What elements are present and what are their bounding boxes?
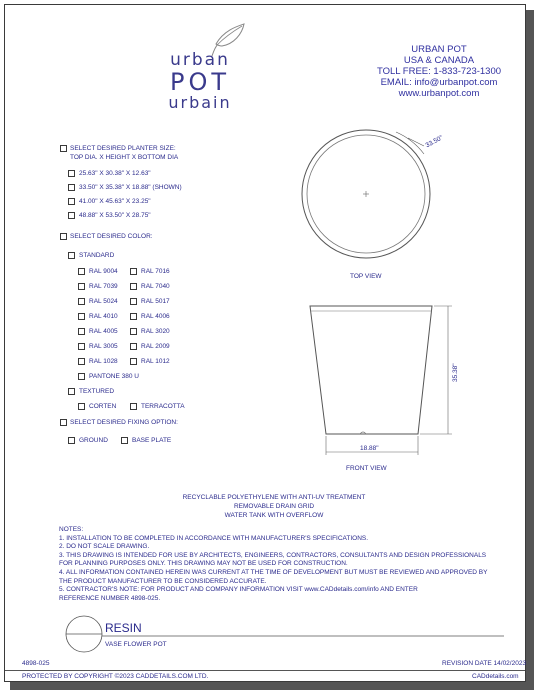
drawing-sheet [4,4,538,692]
size-option: 41.00" X 45.63" X 23.25" [79,198,151,205]
note-line: THE PRODUCT MANUFACTURER TO BE CONSIDERED ACCURATE. [59,577,267,585]
top-dimension-label: 33.50" [424,134,445,150]
product-name: VASE FLOWER POT [105,641,167,648]
ral-checkbox[interactable] [130,283,137,290]
reference-number: 4898-025 [22,660,50,667]
company-tollfree: TOLL FREE: 1-833-723-1300 [376,66,502,77]
ground-checkbox[interactable] [68,437,75,444]
ral-option: RAL 9004 [89,268,118,275]
ral-checkbox[interactable] [78,283,85,290]
company-name: URBAN POT [411,44,467,55]
title-block-rule [5,670,525,671]
note-line: 5. CONTRACTOR'S NOTE: FOR PRODUCT AND COMPANY INFORMATION VISIT www.CADdetails.com/info AND ENTER [59,586,418,594]
textured-checkbox[interactable] [68,388,75,395]
color-section-checkbox[interactable] [60,233,67,240]
size-option: 25.63" X 30.38" X 12.63" [79,170,151,177]
caddetails-brand[interactable]: CADdetails.com [472,673,519,680]
notes-heading: NOTES: [59,526,84,533]
company-website[interactable]: www.urbanpot.com [398,88,480,99]
ral-option: RAL 5017 [141,298,170,305]
sheet-shadow-bottom [10,682,534,690]
size-heading: SELECT DESIRED PLANTER SIZE: [70,145,176,152]
features [154,493,394,520]
ral-option: RAL 1028 [89,358,118,365]
copyright-text: PROTECTED BY COPYRIGHT ©2023 CADDETAILS.COM LTD. [22,673,209,680]
ral-option: RAL 5024 [89,298,118,305]
front-view-label: FRONT VIEW [346,465,387,472]
bottom-dimension-label: 18.88" [360,445,379,452]
pantone-checkbox[interactable] [78,373,85,380]
ral-option: RAL 4010 [89,313,118,320]
feature-line: WATER TANK WITH OVERFLOW [224,512,324,519]
ral-checkbox[interactable] [78,298,85,305]
ral-option: RAL 7040 [141,283,170,290]
size-subheading: TOP DIA. X HEIGHT X BOTTOM DIA [70,154,179,161]
height-dimension-label: 35.38" [452,363,459,382]
note-line: 1. INSTALLATION TO BE COMPLETED IN ACCORDANCE WITH MANUFACTURER'S SPECIFICATIONS. [59,534,369,542]
ral-checkbox[interactable] [78,268,85,275]
ral-checkbox[interactable] [130,358,137,365]
company-region: USA & CANADA [403,55,475,66]
base-plate-checkbox[interactable] [121,437,128,444]
corten-option: CORTEN [89,403,117,410]
ral-checkbox[interactable] [78,343,85,350]
fixing-section-checkbox[interactable] [60,419,67,426]
note-line: REFERENCE NUMBER 4898-025. [59,594,161,602]
standard-label: STANDARD [79,252,115,259]
ral-option: RAL 4005 [89,328,118,335]
ral-option: RAL 1012 [141,358,170,365]
ral-checkbox[interactable] [130,343,137,350]
company-info [359,44,519,99]
logo-line-2: POT [169,68,231,96]
ground-option: GROUND [79,437,108,444]
ral-checkbox[interactable] [78,358,85,365]
ral-option: RAL 3020 [141,328,170,335]
ral-checkbox[interactable] [130,268,137,275]
size-option: 48.88" X 53.50" X 28.75" [79,212,151,219]
terracotta-option: TERRACOTTA [141,403,185,410]
pantone-option: PANTONE 380 U [89,373,139,380]
logo-line-3: urbain [168,93,232,112]
revision-date: REVISION DATE 14/02/2023 [442,660,527,667]
ral-option: RAL 2009 [141,343,170,350]
color-heading: SELECT DESIRED COLOR: [70,233,153,240]
feature-line: RECYCLABLE POLYETHYLENE WITH ANTI-UV TREATMENT [182,494,366,501]
textured-label: TEXTURED [79,388,115,395]
company-email[interactable]: EMAIL: info@urbanpot.com [380,77,498,88]
ral-checkbox[interactable] [130,313,137,320]
logo-line-1: urban [170,50,230,70]
ral-option: RAL 7016 [141,268,170,275]
note-line: 2. DO NOT SCALE DRAWING. [59,543,150,551]
notes [59,526,487,603]
material-title: RESIN [105,621,142,635]
standard-checkbox[interactable] [68,252,75,259]
note-line: FOR PLANNING PURPOSES ONLY. THIS DRAWING MAY NOT BE USED FOR CONSTRUCTION. [59,560,348,568]
size-option-checkbox[interactable] [68,212,75,219]
ral-checkbox[interactable] [130,328,137,335]
note-line: 3. THIS DRAWING IS INTENDED FOR USE BY ARCHITECTS, ENGINEERS, CONTRACTORS, CONSULTANTS AND DESIGN PROFESSIONALS [59,551,487,559]
sheet-shadow-right [526,10,534,688]
base-plate-option: BASE PLATE [132,437,172,444]
ral-option: RAL 4006 [141,313,170,320]
size-option-checkbox[interactable] [68,198,75,205]
urban-pot-logo [154,22,246,114]
ral-option: RAL 7039 [89,283,118,290]
ral-option: RAL 3005 [89,343,118,350]
note-line: 4. ALL INFORMATION CONTAINED HEREIN WAS CURRENT AT THE TIME OF DEVELOPMENT BUT MUST BE REVIEWED AND APPROVED BY [59,568,488,576]
corten-checkbox[interactable] [78,403,85,410]
size-section-checkbox[interactable] [60,145,67,152]
size-option: 33.50" X 35.38" X 18.88" (SHOWN) [79,184,182,191]
terracotta-checkbox[interactable] [130,403,137,410]
ral-checkbox[interactable] [78,328,85,335]
ral-checkbox[interactable] [78,313,85,320]
ral-checkbox[interactable] [130,298,137,305]
feature-line: REMOVABLE DRAIN GRID [233,503,315,510]
top-view-label: TOP VIEW [350,273,382,280]
size-option-checkbox[interactable] [68,170,75,177]
size-option-checkbox[interactable] [68,184,75,191]
fixing-heading: SELECT DESIRED FIXING OPTION: [70,419,178,426]
